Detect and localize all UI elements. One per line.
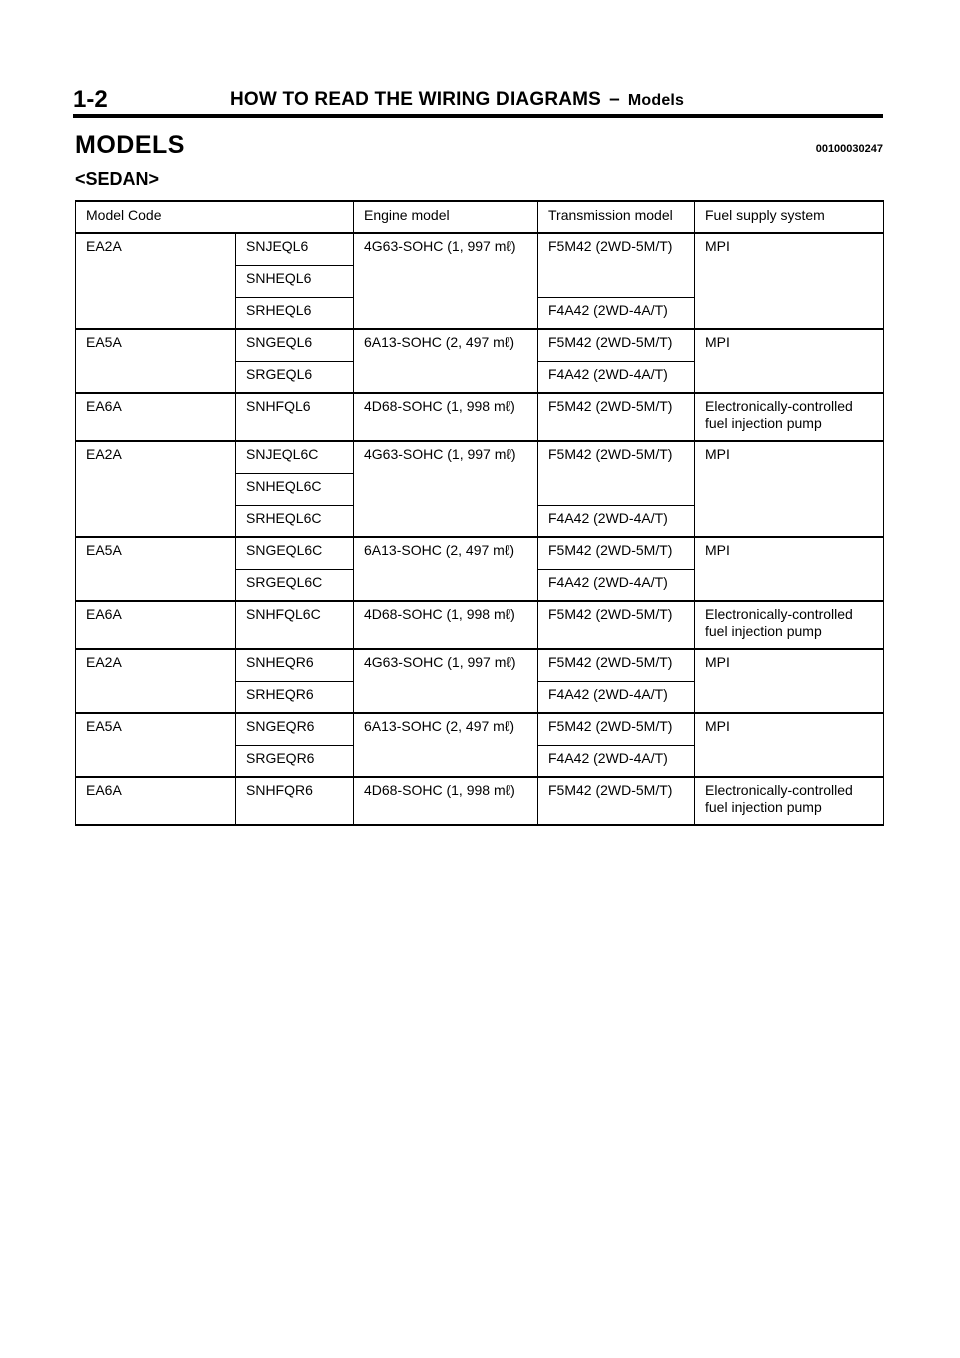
model-cell: EA5A: [76, 713, 236, 777]
fuel-supply-cell: MPI: [695, 649, 884, 713]
fuel-supply-cell: Electronically-controlled fuel injection pump: [695, 601, 884, 649]
transmission-cell: F5M42 (2WD-5M/T): [538, 713, 695, 745]
model-code-cell: SRGEQR6: [236, 745, 354, 777]
table-body: [76, 233, 884, 825]
table-row: [76, 441, 884, 473]
model-code-cell: SRGEQL6: [236, 361, 354, 393]
fuel-supply-cell: MPI: [695, 441, 884, 537]
header-subtitle: Models: [627, 92, 685, 109]
transmission-cell: F4A42 (2WD-4A/T): [538, 569, 695, 601]
model-code-cell: SNHFQL6: [236, 393, 354, 441]
transmission-cell: F5M42 (2WD-5M/T): [538, 537, 695, 569]
engine-cell: 4D68-SOHC (1, 998 mℓ): [354, 601, 538, 649]
model-code-cell: SNHEQL6C: [236, 473, 354, 505]
table-row: [76, 713, 884, 745]
transmission-cell: F5M42 (2WD-5M/T): [538, 393, 695, 441]
fuel-supply-cell: Electronically-controlled fuel injection pump: [695, 777, 884, 825]
model-code-cell: SRHEQL6: [236, 297, 354, 329]
transmission-cell: F5M42 (2WD-5M/T): [538, 601, 695, 649]
transmission-cell: F4A42 (2WD-4A/T): [538, 297, 695, 329]
table-row: [76, 393, 884, 441]
model-code-cell: SNJEQL6C: [236, 441, 354, 473]
table-row: [76, 649, 884, 681]
fuel-supply-cell: MPI: [695, 713, 884, 777]
model-cell: EA2A: [76, 233, 236, 329]
model-code-cell: SNGEQL6: [236, 329, 354, 361]
table-row: [76, 233, 884, 265]
model-cell: EA2A: [76, 441, 236, 537]
engine-cell: 4D68-SOHC (1, 998 mℓ): [354, 777, 538, 825]
fuel-supply-cell: Electronically-controlled fuel injection pump: [695, 393, 884, 441]
models-table: [75, 200, 884, 826]
table-row: [76, 329, 884, 361]
header-rule: [73, 114, 883, 118]
engine-cell: 6A13-SOHC (2, 497 mℓ): [354, 713, 538, 777]
engine-cell: 4D68-SOHC (1, 998 mℓ): [354, 393, 538, 441]
model-code-cell: SNJEQL6: [236, 233, 354, 265]
header-separator: –: [609, 89, 620, 110]
subsection-title: <SEDAN>: [75, 169, 160, 189]
engine-cell: 4G63-SOHC (1, 997 mℓ): [354, 233, 538, 329]
transmission-cell: F5M42 (2WD-5M/T): [538, 233, 695, 297]
model-cell: EA6A: [76, 393, 236, 441]
model-code-cell: SNGEQL6C: [236, 537, 354, 569]
model-code-cell: SNHFQL6C: [236, 601, 354, 649]
table-row: [76, 777, 884, 825]
model-cell: EA6A: [76, 601, 236, 649]
transmission-cell: F4A42 (2WD-4A/T): [538, 361, 695, 393]
table-row: [76, 537, 884, 569]
model-code-cell: SNHEQR6: [236, 649, 354, 681]
model-code-cell: SNHFQR6: [236, 777, 354, 825]
header-fuel-supply-system: Fuel supply system: [695, 201, 884, 233]
header-engine-model: Engine model: [354, 201, 538, 233]
page-number: 1-2: [73, 86, 108, 113]
model-cell: EA2A: [76, 649, 236, 713]
transmission-cell: F5M42 (2WD-5M/T): [538, 777, 695, 825]
transmission-cell: F5M42 (2WD-5M/T): [538, 649, 695, 681]
transmission-cell: F5M42 (2WD-5M/T): [538, 441, 695, 505]
model-code-cell: SRHEQR6: [236, 681, 354, 713]
fuel-supply-cell: MPI: [695, 537, 884, 601]
transmission-cell: F4A42 (2WD-4A/T): [538, 681, 695, 713]
model-cell: EA5A: [76, 329, 236, 393]
fuel-supply-cell: MPI: [695, 233, 884, 329]
model-code-cell: SRHEQL6C: [236, 505, 354, 537]
table-row: [76, 601, 884, 649]
model-code-cell: SNGEQR6: [236, 713, 354, 745]
model-cell: EA6A: [76, 777, 236, 825]
table-header-row: [76, 201, 884, 233]
header-title-line: [230, 89, 684, 111]
fuel-supply-cell: MPI: [695, 329, 884, 393]
engine-cell: 4G63-SOHC (1, 997 mℓ): [354, 441, 538, 537]
transmission-cell: F5M42 (2WD-5M/T): [538, 329, 695, 361]
model-code-cell: SNHEQL6: [236, 265, 354, 297]
header-transmission-model: Transmission model: [538, 201, 695, 233]
engine-cell: 4G63-SOHC (1, 997 mℓ): [354, 649, 538, 713]
engine-cell: 6A13-SOHC (2, 497 mℓ): [354, 329, 538, 393]
engine-cell: 6A13-SOHC (2, 497 mℓ): [354, 537, 538, 601]
page-header: [73, 86, 883, 112]
header-title: HOW TO READ THE WIRING DIAGRAMS: [230, 89, 602, 110]
section-title: MODELS: [75, 131, 185, 159]
transmission-cell: F4A42 (2WD-4A/T): [538, 505, 695, 537]
header-model-code: Model Code: [76, 201, 354, 233]
transmission-cell: F4A42 (2WD-4A/T): [538, 745, 695, 777]
document-code: 00100030247: [815, 143, 883, 155]
model-code-cell: SRGEQL6C: [236, 569, 354, 601]
model-cell: EA5A: [76, 537, 236, 601]
